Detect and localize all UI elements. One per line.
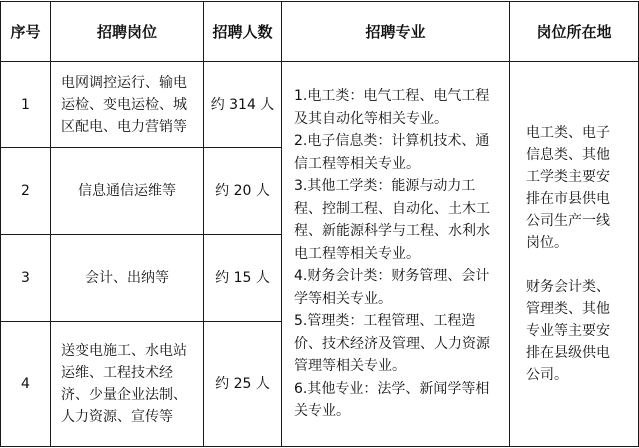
row-seq: 1 xyxy=(21,96,30,113)
row-position: 会计、出纳等 xyxy=(85,270,169,286)
header-seq: 序号 xyxy=(10,22,41,41)
location-item: 财务会计类、管理类、其他专业等主要安排在县级供电公司。 xyxy=(526,279,610,383)
row-position: 送变电施工、水电站运维、工程技术经济、少量企业法制、人力资源、宣传等 xyxy=(61,343,187,425)
row-count: 约 25 人 xyxy=(215,376,270,392)
row-count: 约 15 人 xyxy=(215,270,270,286)
major-item: 5.管理类：工程管理、工程造价、技术经济及管理、人力资源管理等相关专业。 xyxy=(294,313,490,375)
header-location: 岗位所在地 xyxy=(536,22,612,41)
table-border-bottom xyxy=(0,446,639,447)
row-seq: 3 xyxy=(21,270,30,286)
location-item: 电工类、电子信息类、其他工学类主要安排在市县供电公司生产一线岗位。 xyxy=(526,125,610,251)
header-position: 招聘岗位 xyxy=(96,22,157,41)
header-count: 招聘人数 xyxy=(212,22,273,41)
header-major: 招聘专业 xyxy=(365,22,426,41)
row-count: 约 20 人 xyxy=(215,183,270,199)
major-item: 4.财务会计类：财务管理、会计学等相关专业。 xyxy=(294,268,490,307)
major-list xyxy=(282,62,509,446)
major-item: 6.其他专业：法学、新闻学等相关专业。 xyxy=(294,380,490,420)
major-item: 2.电子信息类：计算机技术、通信工程等相关专业。 xyxy=(294,133,490,172)
row-position: 信息通信运维等 xyxy=(78,183,176,199)
major-item: 1.电工类：电气工程、电气工程及其自动化等相关专业。 xyxy=(294,88,490,127)
major-item: 3.其他工学类：能源与动力工程、控制工程、自动化、土木工程、新能源科学与工程、水利水电工程等相关专业。 xyxy=(294,178,490,262)
row-count: 约 314 人 xyxy=(210,96,275,113)
row-seq: 4 xyxy=(21,376,30,392)
row-position: 电网调控运行、输电运检、变电运检、城区配电、电力营销等 xyxy=(61,74,187,135)
location-text xyxy=(510,62,638,446)
row-seq: 2 xyxy=(21,183,30,199)
